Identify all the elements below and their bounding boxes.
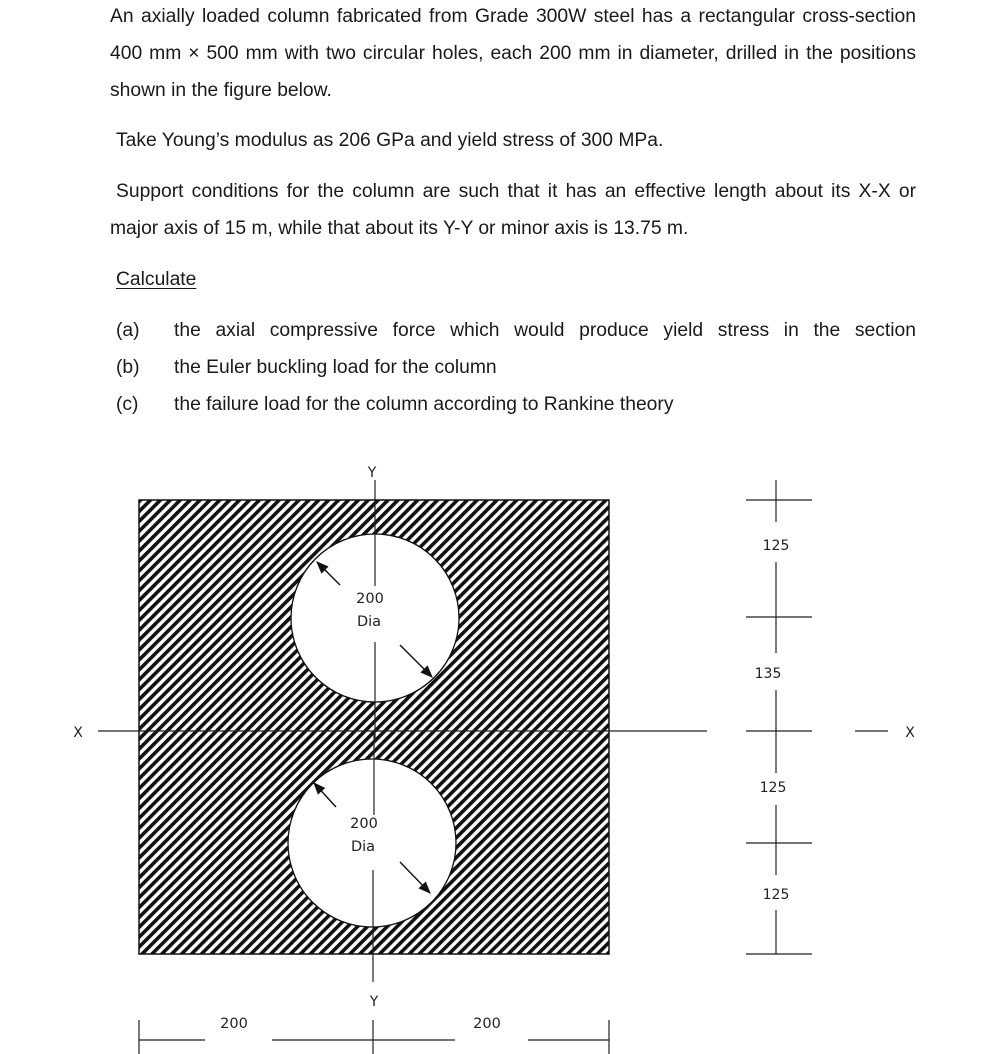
task-item-text: the Euler buckling load for the column — [174, 357, 497, 378]
axis-label-y-top: Y — [367, 465, 377, 481]
problem-intro: An axially loaded column fabricated from Grade 300W steel has a rectangular cross-section 400 mm × 500 mm with two circular holes, each 200 mm in diameter, drilled in the positions shown in the figure below. — [110, 6, 916, 101]
dimension-label-v1: 125 — [762, 538, 790, 554]
hole-top-dia-label: Dia — [356, 614, 382, 630]
axis-label-y-bottom: Y — [369, 994, 379, 1010]
dimension-label-v2: 135 — [754, 666, 782, 682]
support-conditions: Support conditions for the column are such that it has an effective length about its X-X or major axis of 15 m, while that about its Y-Y or minor axis is 13.75 m. — [110, 181, 916, 239]
task-item-text: the failure load for the column according to Rankine theory — [174, 394, 674, 415]
hole-bottom-dia-label: Dia — [350, 839, 376, 855]
task-item-text: the axial compressive force which would produce yield stress in the section — [174, 320, 916, 341]
task-item-label: (b) — [116, 357, 140, 378]
task-item-label: (a) — [116, 320, 140, 341]
task-item-label: (c) — [116, 394, 139, 415]
hole-bottom-diameter: 200 — [350, 816, 378, 832]
dimension-label-h1: 200 — [220, 1016, 248, 1032]
dimension-label-h2: 200 — [473, 1016, 501, 1032]
axis-label-x-left: X — [73, 725, 83, 741]
horizontal-dimension-line — [139, 1020, 609, 1054]
calculate-heading: Calculate — [116, 269, 197, 290]
column-cross-section-figure — [0, 450, 995, 1054]
hole-top-diameter: 200 — [356, 591, 384, 607]
axis-label-x-right: X — [905, 725, 915, 741]
material-properties: Take Young’s modulus as 206 GPa and yield stress of 300 MPa. — [116, 130, 664, 151]
dimension-label-v3: 125 — [759, 780, 787, 796]
dimension-label-v4: 125 — [762, 887, 790, 903]
